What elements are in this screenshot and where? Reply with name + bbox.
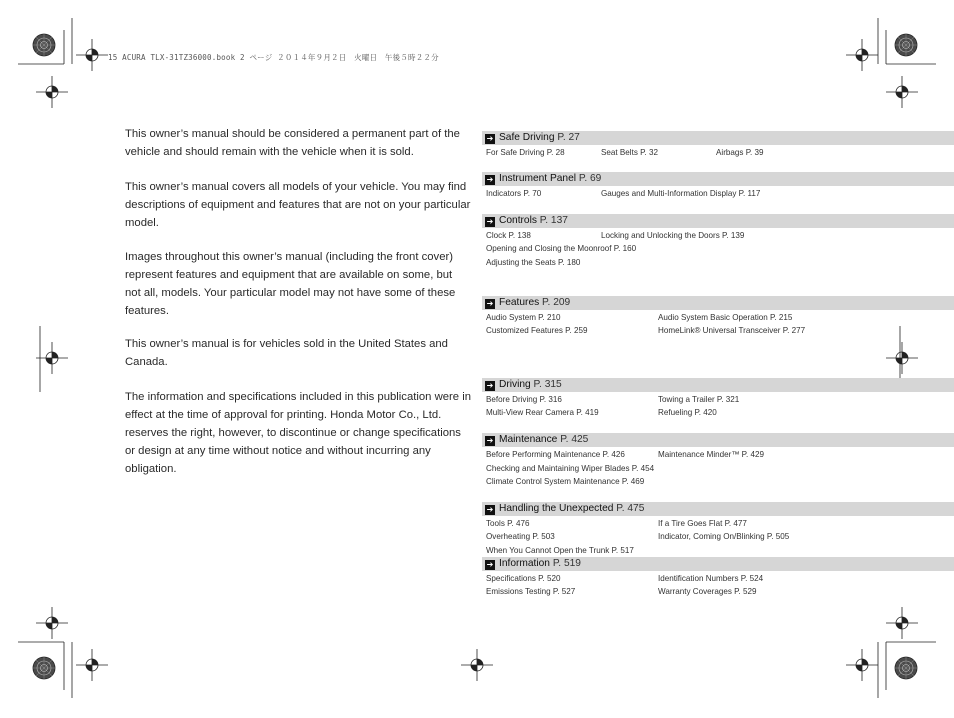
toc-section-page: P. 27: [557, 132, 580, 143]
toc-link[interactable]: Airbags P. 39: [716, 148, 764, 157]
toc-section-title: Controls: [499, 215, 537, 226]
toc-link[interactable]: Before Performing Maintenance P. 426: [486, 450, 625, 459]
toc-section-page: P. 209: [542, 297, 571, 308]
toc-link[interactable]: Overheating P. 503: [486, 532, 555, 541]
toc-section-title: Handling the Unexpected: [499, 503, 614, 514]
toc-section-handling-the-unexpected[interactable]: [482, 502, 954, 516]
toc-link[interactable]: Refueling P. 420: [658, 408, 717, 417]
toc-link[interactable]: When You Cannot Open the Trunk P. 517: [486, 546, 634, 555]
toc-link[interactable]: Audio System P. 210: [486, 313, 561, 322]
intro-paragraph-1: This owner’s manual should be considered a permanent part of the vehicle and should remain with the vehicle when it is sold.: [125, 128, 460, 158]
arrow-icon: ➔: [486, 134, 494, 143]
toc-link[interactable]: Seat Belts P. 32: [601, 148, 658, 157]
arrow-icon: ➔: [486, 175, 494, 184]
toc-link[interactable]: Customized Features P. 259: [486, 326, 588, 335]
toc-link[interactable]: HomeLink® Universal Transceiver P. 277: [658, 326, 806, 335]
toc-section-title: Maintenance: [499, 434, 558, 445]
toc-link[interactable]: Indicators P. 70: [486, 189, 542, 198]
toc-link[interactable]: Multi-View Rear Camera P. 419: [486, 408, 599, 417]
toc-link[interactable]: Emissions Testing P. 527: [486, 587, 576, 596]
arrow-icon: ➔: [486, 436, 494, 445]
toc-section-page: P. 315: [533, 379, 562, 390]
toc-section-page: P. 137: [539, 215, 568, 226]
intro-paragraph-2: This owner’s manual covers all models of your vehicle. You may find descriptions of equipment and features that are not on your particular model.: [125, 181, 471, 229]
toc-section-driving[interactable]: [482, 378, 954, 392]
toc-link[interactable]: Adjusting the Seats P. 180: [486, 258, 581, 267]
toc-section-page: P. 425: [560, 434, 589, 445]
toc-link[interactable]: Indicator, Coming On/Blinking P. 505: [658, 532, 790, 541]
toc-link[interactable]: Climate Control System Maintenance P. 469: [486, 477, 645, 486]
toc-section-safe-driving[interactable]: [482, 131, 954, 145]
toc-link[interactable]: Tools P. 476: [486, 519, 530, 528]
toc-link[interactable]: Identification Numbers P. 524: [658, 574, 764, 583]
intro-paragraph-5: The information and specifications included in this publication were in effect at the time of approval for printing. Honda Motor Co., Ltd. reserves the right, however, to discontinue or change specifications or design at any time without notice and without incurring any obligation.: [125, 391, 472, 475]
toc-section-title: Information: [499, 558, 550, 569]
toc-link[interactable]: If a Tire Goes Flat P. 477: [658, 519, 747, 528]
toc-link[interactable]: Maintenance Minder™ P. 429: [658, 450, 765, 459]
toc-section-maintenance[interactable]: [482, 433, 954, 447]
intro-paragraph-3: Images throughout this owner’s manual (including the front cover) represent features and equipment that are available on some, but not all, models. Your particular model may not have some of these features.: [125, 251, 456, 317]
print-file-header: 15 ACURA TLX-31TZ36000.book 2 ページ ２０１４年９月２日 火曜日 午後５時２２分: [108, 53, 439, 62]
toc-section-information[interactable]: [482, 557, 954, 571]
toc-section-title: Features: [499, 297, 540, 308]
arrow-icon: ➔: [486, 381, 494, 390]
arrow-icon: ➔: [486, 505, 494, 514]
toc-section-title: Safe Driving: [499, 132, 555, 143]
toc-link[interactable]: Gauges and Multi-Information Display P. 117: [601, 189, 761, 198]
toc-link[interactable]: Checking and Maintaining Wiper Blades P. 454: [486, 464, 655, 473]
toc-section-page: P. 69: [578, 173, 602, 184]
toc-link[interactable]: Before Driving P. 316: [486, 395, 562, 404]
arrow-icon: ➔: [486, 299, 494, 308]
toc-link[interactable]: Locking and Unlocking the Doors P. 139: [601, 231, 745, 240]
toc-section-features[interactable]: [482, 296, 954, 310]
toc-link[interactable]: Warranty Coverages P. 529: [658, 587, 757, 596]
toc-link[interactable]: Specifications P. 520: [486, 574, 561, 583]
toc-section-controls[interactable]: [482, 214, 954, 228]
arrow-icon: ➔: [486, 217, 494, 226]
toc-section-page: P. 519: [552, 558, 581, 569]
toc-section-page: P. 475: [616, 503, 645, 514]
toc-section-instrument-panel[interactable]: [482, 172, 954, 186]
toc-link[interactable]: Opening and Closing the Moonroof P. 160: [486, 244, 637, 253]
toc-link[interactable]: For Safe Driving P. 28: [486, 148, 565, 157]
arrow-icon: ➔: [486, 560, 494, 569]
toc-link[interactable]: Towing a Trailer P. 321: [658, 395, 740, 404]
intro-paragraph-4: This owner’s manual is for vehicles sold in the United States and Canada.: [125, 338, 448, 368]
toc-link[interactable]: Audio System Basic Operation P. 215: [658, 313, 793, 322]
toc-section-title: Instrument Panel: [499, 173, 577, 184]
toc-section-title: Driving: [499, 379, 531, 390]
toc-link[interactable]: Clock P. 138: [486, 231, 531, 240]
